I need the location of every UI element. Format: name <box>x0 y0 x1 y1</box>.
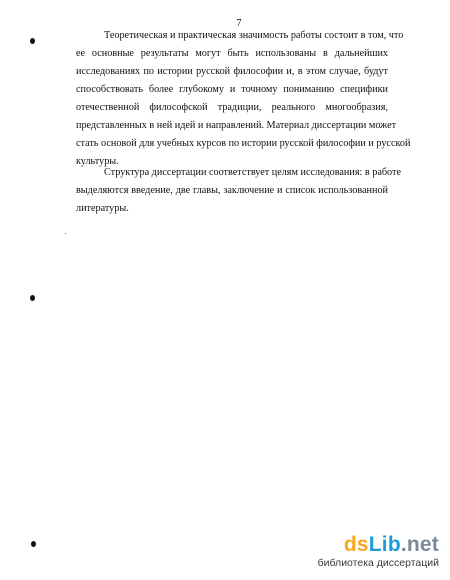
paragraph-line: Структура диссертации соответствует целям исследования: в работе <box>104 167 401 178</box>
dslib-logo <box>318 534 439 556</box>
paragraph-line: представленных в ней идей и направлений. Материал диссертации может <box>76 120 397 131</box>
page-number: 7 <box>236 18 242 29</box>
paragraph-line: литературы. <box>76 203 129 214</box>
dslib-watermark <box>318 534 439 570</box>
binding-hole-mark <box>31 541 36 547</box>
paragraph-line: культуры. <box>76 156 119 167</box>
paragraph-line: Теоретическая и практическая значимость работы состоит в том, что <box>104 30 404 41</box>
binding-hole-mark <box>30 38 35 44</box>
logo-ds: ds <box>343 533 369 556</box>
paragraph-line: выделяются введение, две главы, заключение и список использованной <box>76 185 388 196</box>
watermark-subtitle: библиотека диссертаций <box>317 557 439 569</box>
paragraph-structure <box>76 164 401 218</box>
paragraph-line: отечественной философской традиции, реального многообразия, <box>76 102 388 113</box>
paragraph-significance <box>76 27 411 171</box>
binding-hole-mark <box>30 295 35 301</box>
paragraph-line: исследованиях по истории русской философии и, в этом случае, будут <box>76 66 388 77</box>
logo-net: .net <box>400 533 439 556</box>
paragraph-line: ее основные результаты могут быть использованы в дальнейших <box>76 48 388 59</box>
scan-speck <box>65 233 66 234</box>
paragraph-line: стать основой для учебных курсов по истории русской философии и русской <box>76 138 411 149</box>
logo-lib: Lib <box>368 533 401 556</box>
paragraph-line: способствовать более глубокому и точному пониманию специфики <box>76 84 388 95</box>
